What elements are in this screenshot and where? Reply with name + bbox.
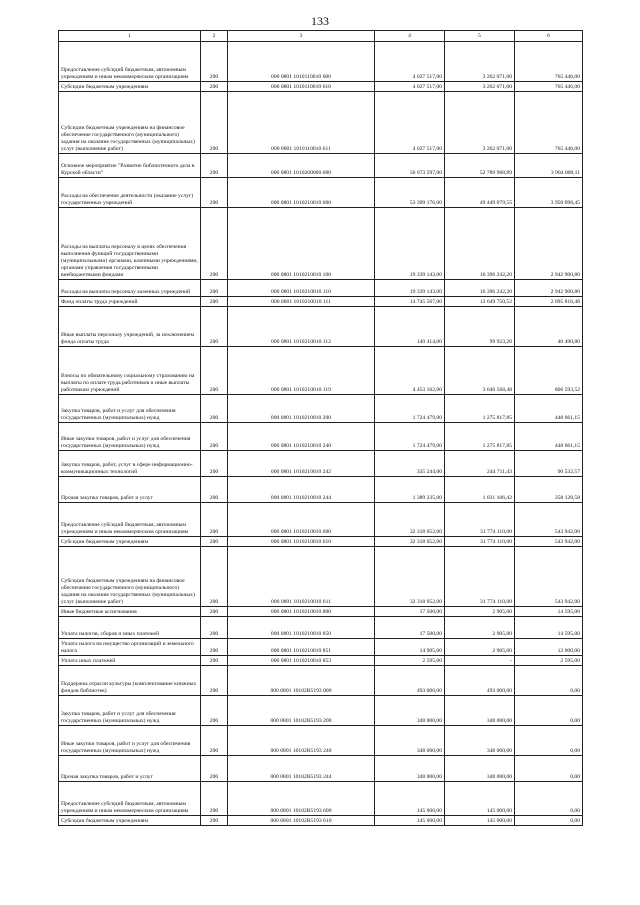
- row-unexecuted-amount: 543 942,00: [515, 537, 583, 547]
- row-budget-classification-code: 000 0801 1010200000 000: [228, 154, 375, 178]
- row-budget-classification-code: 000 0801 1010210010 000: [228, 178, 375, 208]
- row-budget-classification-code: 000 0801 1010210010 200: [228, 395, 375, 423]
- row-budget-classification-code: 000 0801 1010210010 610: [228, 537, 375, 547]
- row-approved-amount: 2 595,00: [375, 656, 445, 666]
- row-unexecuted-amount: 14 595,00: [515, 617, 583, 639]
- row-approved-amount: 348 000,00: [375, 696, 445, 726]
- row-line-code: 200: [201, 696, 228, 726]
- table-row: [59, 42, 583, 82]
- row-approved-amount: 4 027 517,00: [375, 82, 445, 92]
- row-approved-amount: 1 724 479,00: [375, 395, 445, 423]
- row-description: Прочая закупка товаров, работ и услуг: [59, 756, 201, 782]
- table-row: [59, 423, 583, 451]
- table-row: [59, 816, 583, 826]
- row-executed-amount: 493 000,00: [445, 666, 515, 696]
- row-unexecuted-amount: 2 942 900,80: [515, 208, 583, 280]
- row-unexecuted-amount: 3 950 098,45: [515, 178, 583, 208]
- row-description: Иные бюджетные ассигнования: [59, 607, 201, 617]
- table-row: [59, 154, 583, 178]
- row-line-code: 200: [201, 92, 228, 154]
- row-executed-amount: 31 774 110,00: [445, 537, 515, 547]
- row-approved-amount: 56 673 597,00: [375, 154, 445, 178]
- row-approved-amount: 19 339 143,00: [375, 280, 445, 297]
- row-unexecuted-amount: 3 904 008,11: [515, 154, 583, 178]
- row-description: Расходы на обеспечение деятельности (оказание услуг) государственных учреждений: [59, 178, 201, 208]
- row-executed-amount: 52 789 988,89: [445, 154, 515, 178]
- row-line-code: 200: [201, 656, 228, 666]
- row-line-code: 200: [201, 639, 228, 656]
- row-line-code: 200: [201, 617, 228, 639]
- row-unexecuted-amount: 765 446,00: [515, 82, 583, 92]
- row-approved-amount: 32 318 052,00: [375, 537, 445, 547]
- row-executed-amount: 3 262 071,00: [445, 92, 515, 154]
- row-approved-amount: 145 000,00: [375, 782, 445, 816]
- row-budget-classification-code: 000 0801 1010210010 600: [228, 503, 375, 537]
- row-line-code: 200: [201, 347, 228, 395]
- row-unexecuted-amount: 2 095 816,48: [515, 297, 583, 307]
- row-line-code: 200: [201, 451, 228, 477]
- column-header-3: 3: [228, 31, 375, 42]
- row-description: Уплата иных платежей: [59, 656, 201, 666]
- row-description: Фонд оплаты труда учреждений: [59, 297, 201, 307]
- row-line-code: 200: [201, 154, 228, 178]
- row-executed-amount: 2 905,00: [445, 607, 515, 617]
- row-budget-classification-code: 000 0801 1010210010 100: [228, 208, 375, 280]
- row-unexecuted-amount: 0,00: [515, 696, 583, 726]
- table-row: [59, 82, 583, 92]
- row-budget-classification-code: 000 0801 1010110010 610: [228, 82, 375, 92]
- row-executed-amount: 348 000,00: [445, 756, 515, 782]
- row-approved-amount: 17 500,00: [375, 617, 445, 639]
- table-row: [59, 92, 583, 154]
- row-budget-classification-code: 000 0801 1010210010 119: [228, 347, 375, 395]
- row-budget-classification-code: 000 0801 1010210010 853: [228, 656, 375, 666]
- row-line-code: 200: [201, 280, 228, 297]
- row-budget-classification-code: 000 0801 10102R5193 244: [228, 756, 375, 782]
- table-row: [59, 617, 583, 639]
- row-line-code: 200: [201, 82, 228, 92]
- row-line-code: 200: [201, 503, 228, 537]
- budget-table: [58, 30, 583, 826]
- row-executed-amount: 3 262 071,00: [445, 42, 515, 82]
- row-description: Закупка товаров, работ, услуг в сфере информационно-коммуникационных технологий: [59, 451, 201, 477]
- row-budget-classification-code: 000 0801 10102R5193 000: [228, 666, 375, 696]
- row-executed-amount: 49 449 079,55: [445, 178, 515, 208]
- row-budget-classification-code: 000 0801 1010210010 110: [228, 280, 375, 297]
- column-header-6: 6: [515, 31, 583, 42]
- row-executed-amount: 2 905,00: [445, 617, 515, 639]
- row-executed-amount: 244 711,43: [445, 451, 515, 477]
- row-line-code: 200: [201, 547, 228, 607]
- row-line-code: 200: [201, 297, 228, 307]
- column-header-4: 4: [375, 31, 445, 42]
- row-approved-amount: 17 500,00: [375, 607, 445, 617]
- row-unexecuted-amount: 358 128,58: [515, 477, 583, 503]
- row-description: Расходы на выплаты персоналу в целях обеспечения выполнения функций государственными (муниципальными) органами, казенными учреждениями, органами управления государственными внебюджетными фондами: [59, 208, 201, 280]
- table-row: [59, 666, 583, 696]
- row-executed-amount: 99 923,20: [445, 307, 515, 347]
- row-line-code: 200: [201, 756, 228, 782]
- row-approved-amount: 32 318 052,00: [375, 503, 445, 537]
- row-executed-amount: 1 275 817,85: [445, 395, 515, 423]
- row-unexecuted-amount: 806 593,52: [515, 347, 583, 395]
- row-executed-amount: 1 275 817,85: [445, 423, 515, 451]
- table-row: [59, 178, 583, 208]
- row-budget-classification-code: 000 0801 1010210010 800: [228, 607, 375, 617]
- row-approved-amount: 19 339 143,00: [375, 208, 445, 280]
- row-description: Иные закупки товаров, работ и услуг для обеспечения государственных (муниципальных) нужд: [59, 726, 201, 756]
- table-row: [59, 537, 583, 547]
- row-approved-amount: 140 414,00: [375, 307, 445, 347]
- header-row: [59, 31, 583, 42]
- row-executed-amount: -: [445, 656, 515, 666]
- row-approved-amount: 1 724 479,00: [375, 423, 445, 451]
- row-line-code: 200: [201, 423, 228, 451]
- column-header-1: 1: [59, 31, 201, 42]
- row-line-code: 200: [201, 208, 228, 280]
- row-description: Уплата налогов, сборов и иных платежей: [59, 617, 201, 639]
- table-row: [59, 395, 583, 423]
- table-row: [59, 208, 583, 280]
- row-description: Прочая закупка товаров, работ и услуг: [59, 477, 201, 503]
- row-budget-classification-code: 000 0801 1010110010 600: [228, 42, 375, 82]
- row-description: Предоставление субсидий бюджетным, автономным учреждениям и иным некоммерческим организациям: [59, 782, 201, 816]
- row-unexecuted-amount: 0,00: [515, 756, 583, 782]
- row-executed-amount: 31 774 110,00: [445, 547, 515, 607]
- row-budget-classification-code: 000 0801 1010210010 112: [228, 307, 375, 347]
- row-line-code: 200: [201, 816, 228, 826]
- row-description: Иные выплаты персоналу учреждений, за исключением фонда оплаты труда: [59, 307, 201, 347]
- row-description: Иные закупки товаров, работ и услуг для обеспечения государственных (муниципальных) нужд: [59, 423, 201, 451]
- row-description: Основное мероприятие "Развитие библиотечного дела в Курской области": [59, 154, 201, 178]
- row-budget-classification-code: 000 0801 10102R5193 200: [228, 696, 375, 726]
- row-description: Субсидии бюджетным учреждениям: [59, 537, 201, 547]
- table-row: [59, 477, 583, 503]
- row-executed-amount: 31 774 110,00: [445, 503, 515, 537]
- row-unexecuted-amount: 448 661,15: [515, 395, 583, 423]
- row-line-code: 200: [201, 395, 228, 423]
- row-executed-amount: 145 000,00: [445, 782, 515, 816]
- row-approved-amount: 493 000,00: [375, 666, 445, 696]
- row-executed-amount: 1 031 106,42: [445, 477, 515, 503]
- row-unexecuted-amount: 765 446,00: [515, 42, 583, 82]
- row-line-code: 200: [201, 666, 228, 696]
- table-row: [59, 297, 583, 307]
- table-row: [59, 280, 583, 297]
- row-approved-amount: 1 389 235,00: [375, 477, 445, 503]
- row-unexecuted-amount: 0,00: [515, 782, 583, 816]
- row-executed-amount: 3 646 568,48: [445, 347, 515, 395]
- row-approved-amount: 4 027 517,00: [375, 92, 445, 154]
- table-row: [59, 756, 583, 782]
- row-unexecuted-amount: 543 942,00: [515, 503, 583, 537]
- column-header-2: 2: [201, 31, 228, 42]
- row-line-code: 200: [201, 726, 228, 756]
- row-unexecuted-amount: 0,00: [515, 816, 583, 826]
- row-line-code: 200: [201, 782, 228, 816]
- row-description: Взносы по обязательному социальному страхованию на выплаты по оплате труда работников и иные выплаты работникам учреждений: [59, 347, 201, 395]
- row-executed-amount: 348 000,00: [445, 696, 515, 726]
- row-budget-classification-code: 000 0801 10102R5193 610: [228, 816, 375, 826]
- row-approved-amount: 4 027 517,00: [375, 42, 445, 82]
- row-executed-amount: 348 000,00: [445, 726, 515, 756]
- row-approved-amount: 348 000,00: [375, 726, 445, 756]
- table-row: [59, 656, 583, 666]
- row-description: Уплата налога на имущество организаций и земельного налога: [59, 639, 201, 656]
- row-unexecuted-amount: 2 942 900,80: [515, 280, 583, 297]
- row-approved-amount: 335 244,00: [375, 451, 445, 477]
- row-description: Предоставление субсидий бюджетным, автономным учреждениям и иным некоммерческим организациям: [59, 42, 201, 82]
- row-description: Субсидии бюджетным учреждениям на финансовое обеспечение государственного (муниципального) задания на оказание государственных (муниципальных) услуг (выполнение работ): [59, 92, 201, 154]
- row-approved-amount: 348 000,00: [375, 756, 445, 782]
- row-unexecuted-amount: 14 595,00: [515, 607, 583, 617]
- row-budget-classification-code: 000 0801 1010210010 242: [228, 451, 375, 477]
- row-executed-amount: 16 396 242,20: [445, 208, 515, 280]
- row-budget-classification-code: 000 0801 1010210010 851: [228, 639, 375, 656]
- row-unexecuted-amount: 12 000,00: [515, 639, 583, 656]
- row-unexecuted-amount: 0,00: [515, 726, 583, 756]
- row-line-code: 200: [201, 537, 228, 547]
- row-unexecuted-amount: 543 942,00: [515, 547, 583, 607]
- table-row: [59, 639, 583, 656]
- row-description: Закупка товаров, работ и услуг для обеспечения государственных (муниципальных) нужд: [59, 696, 201, 726]
- row-budget-classification-code: 000 0801 10102R5193 600: [228, 782, 375, 816]
- row-approved-amount: 14 745 567,00: [375, 297, 445, 307]
- row-approved-amount: 14 905,00: [375, 639, 445, 656]
- row-executed-amount: 3 262 071,00: [445, 82, 515, 92]
- row-budget-classification-code: 000 0801 1010210010 111: [228, 297, 375, 307]
- table-body: [59, 42, 583, 826]
- row-unexecuted-amount: 2 595,00: [515, 656, 583, 666]
- table-row: [59, 451, 583, 477]
- row-unexecuted-amount: 448 661,15: [515, 423, 583, 451]
- table-row: [59, 607, 583, 617]
- row-unexecuted-amount: 40 490,80: [515, 307, 583, 347]
- row-budget-classification-code: 000 0801 1010210010 240: [228, 423, 375, 451]
- row-budget-classification-code: 000 0801 1010110010 611: [228, 92, 375, 154]
- row-description: Субсидии бюджетным учреждениям: [59, 82, 201, 92]
- table-row: [59, 696, 583, 726]
- row-description: Субсидии бюджетным учреждениям: [59, 816, 201, 826]
- row-line-code: 200: [201, 477, 228, 503]
- row-executed-amount: 2 905,00: [445, 639, 515, 656]
- row-description: Субсидии бюджетным учреждениям на финансовое обеспечение государственного (муниципального) задания на оказание государственных (муниципальных) услуг (выполнение работ): [59, 547, 201, 607]
- row-line-code: 200: [201, 42, 228, 82]
- table-row: [59, 726, 583, 756]
- row-unexecuted-amount: 765 446,00: [515, 92, 583, 154]
- row-approved-amount: 4 453 162,00: [375, 347, 445, 395]
- row-executed-amount: 16 396 242,20: [445, 280, 515, 297]
- table-row: [59, 347, 583, 395]
- table-row: [59, 547, 583, 607]
- row-approved-amount: 53 399 176,00: [375, 178, 445, 208]
- row-description: Расходы на выплаты персоналу казенных учреждений: [59, 280, 201, 297]
- table-row: [59, 307, 583, 347]
- row-approved-amount: 32 318 052,00: [375, 547, 445, 607]
- row-line-code: 200: [201, 178, 228, 208]
- column-header-5: 5: [445, 31, 515, 42]
- row-budget-classification-code: 000 0801 1010210010 611: [228, 547, 375, 607]
- row-approved-amount: 145 000,00: [375, 816, 445, 826]
- row-description: Предоставление субсидий бюджетным, автономным учреждениям и иным некоммерческим организациям: [59, 503, 201, 537]
- row-description: Закупка товаров, работ и услуг для обеспечения государственных (муниципальных) нужд: [59, 395, 201, 423]
- row-unexecuted-amount: 0,00: [515, 666, 583, 696]
- row-executed-amount: 12 649 750,52: [445, 297, 515, 307]
- row-unexecuted-amount: 90 532,57: [515, 451, 583, 477]
- row-budget-classification-code: 000 0801 1010210010 244: [228, 477, 375, 503]
- table-row: [59, 503, 583, 537]
- row-budget-classification-code: 000 0801 10102R5193 240: [228, 726, 375, 756]
- table-row: [59, 782, 583, 816]
- page-number: 133: [311, 14, 329, 28]
- row-budget-classification-code: 000 0801 1010210010 850: [228, 617, 375, 639]
- row-executed-amount: 145 000,00: [445, 816, 515, 826]
- row-description: Поддержка отрасли культуры (комплектование книжных фондов библиотек): [59, 666, 201, 696]
- row-line-code: 200: [201, 607, 228, 617]
- row-line-code: 200: [201, 307, 228, 347]
